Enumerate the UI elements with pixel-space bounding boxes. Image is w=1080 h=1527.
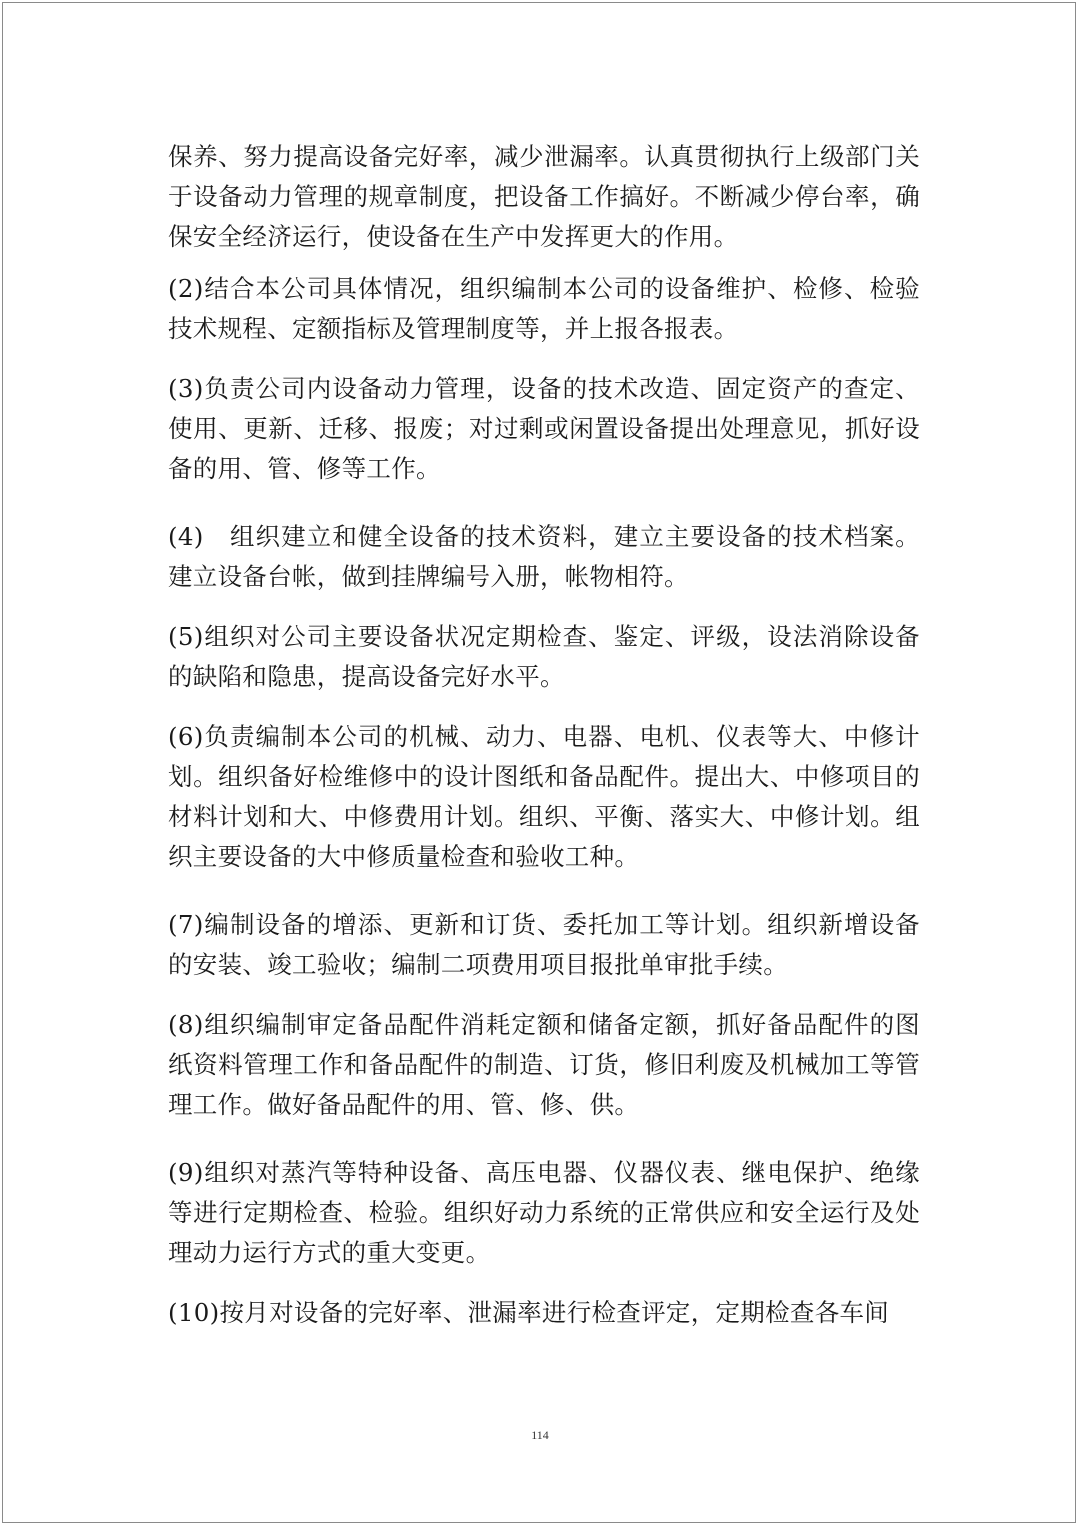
paragraph-item-2: (2)结合本公司具体情况，组织编制本公司的设备维护、检修、检验技术规程、定额指标及管理制度等，并上报各报表。 (168, 274, 920, 343)
paragraph-continuation: 保养、努力提高设备完好率，减少泄漏率。认真贯彻执行上级部门关于设备动力管理的规章制度，把设备工作搞好。不断减少停台率，确保安全经济运行，使设备在生产中发挥更大的作用。 (168, 142, 920, 251)
paragraph-item-10: (10)按月对设备的完好率、泄漏率进行检查评定，定期检查各车间 (168, 1298, 890, 1327)
paragraph-item-5: (5)组织对公司主要设备状况定期检查、鉴定、评级，设法消除设备的缺陷和隐患，提高设备完好水平。 (168, 622, 920, 691)
paragraph-item-3: (3)负责公司内设备动力管理，设备的技术改造、固定资产的查定、使用、更新、迁移、报废；对过剩或闲置设备提出处理意见，抓好设备的用、管、修等工作。 (168, 374, 920, 483)
page-number: 114 (531, 1428, 549, 1442)
paragraph-item-7: (7)编制设备的增添、更新和订货、委托加工等计划。组织新增设备的安装、竣工验收；编制二项费用项目报批单审批手续。 (168, 910, 920, 979)
paragraph-item-6: (6)负责编制本公司的机械、动力、电器、电机、仪表等大、中修计划。组织备好检维修中的设计图纸和备品配件。提出大、中修项目的材料计划和大、中修费用计划。组织、平衡、落实大、中修计划。组织主要设备的大中修质量检查和验收工种。 (168, 722, 920, 871)
paragraph-item-8: (8)组织编制审定备品配件消耗定额和储备定额，抓好备品配件的图纸资料管理工作和备品配件的制造、订货，修旧利废及机械加工等管理工作。做好备品配件的用、管、修、供。 (168, 1010, 920, 1119)
paragraph-item-9: (9)组织对蒸汽等特种设备、高压电器、仪器仪表、继电保护、绝缘等进行定期检查、检验。组织好动力系统的正常供应和安全运行及处理动力运行方式的重大变更。 (168, 1158, 920, 1267)
body-text (168, 137, 920, 1333)
paragraph-item-4: (4) 组织建立和健全设备的技术资料，建立主要设备的技术档案。建立设备台帐，做到挂牌编号入册，帐物相符。 (168, 522, 920, 591)
document-page (2, 2, 1076, 1523)
